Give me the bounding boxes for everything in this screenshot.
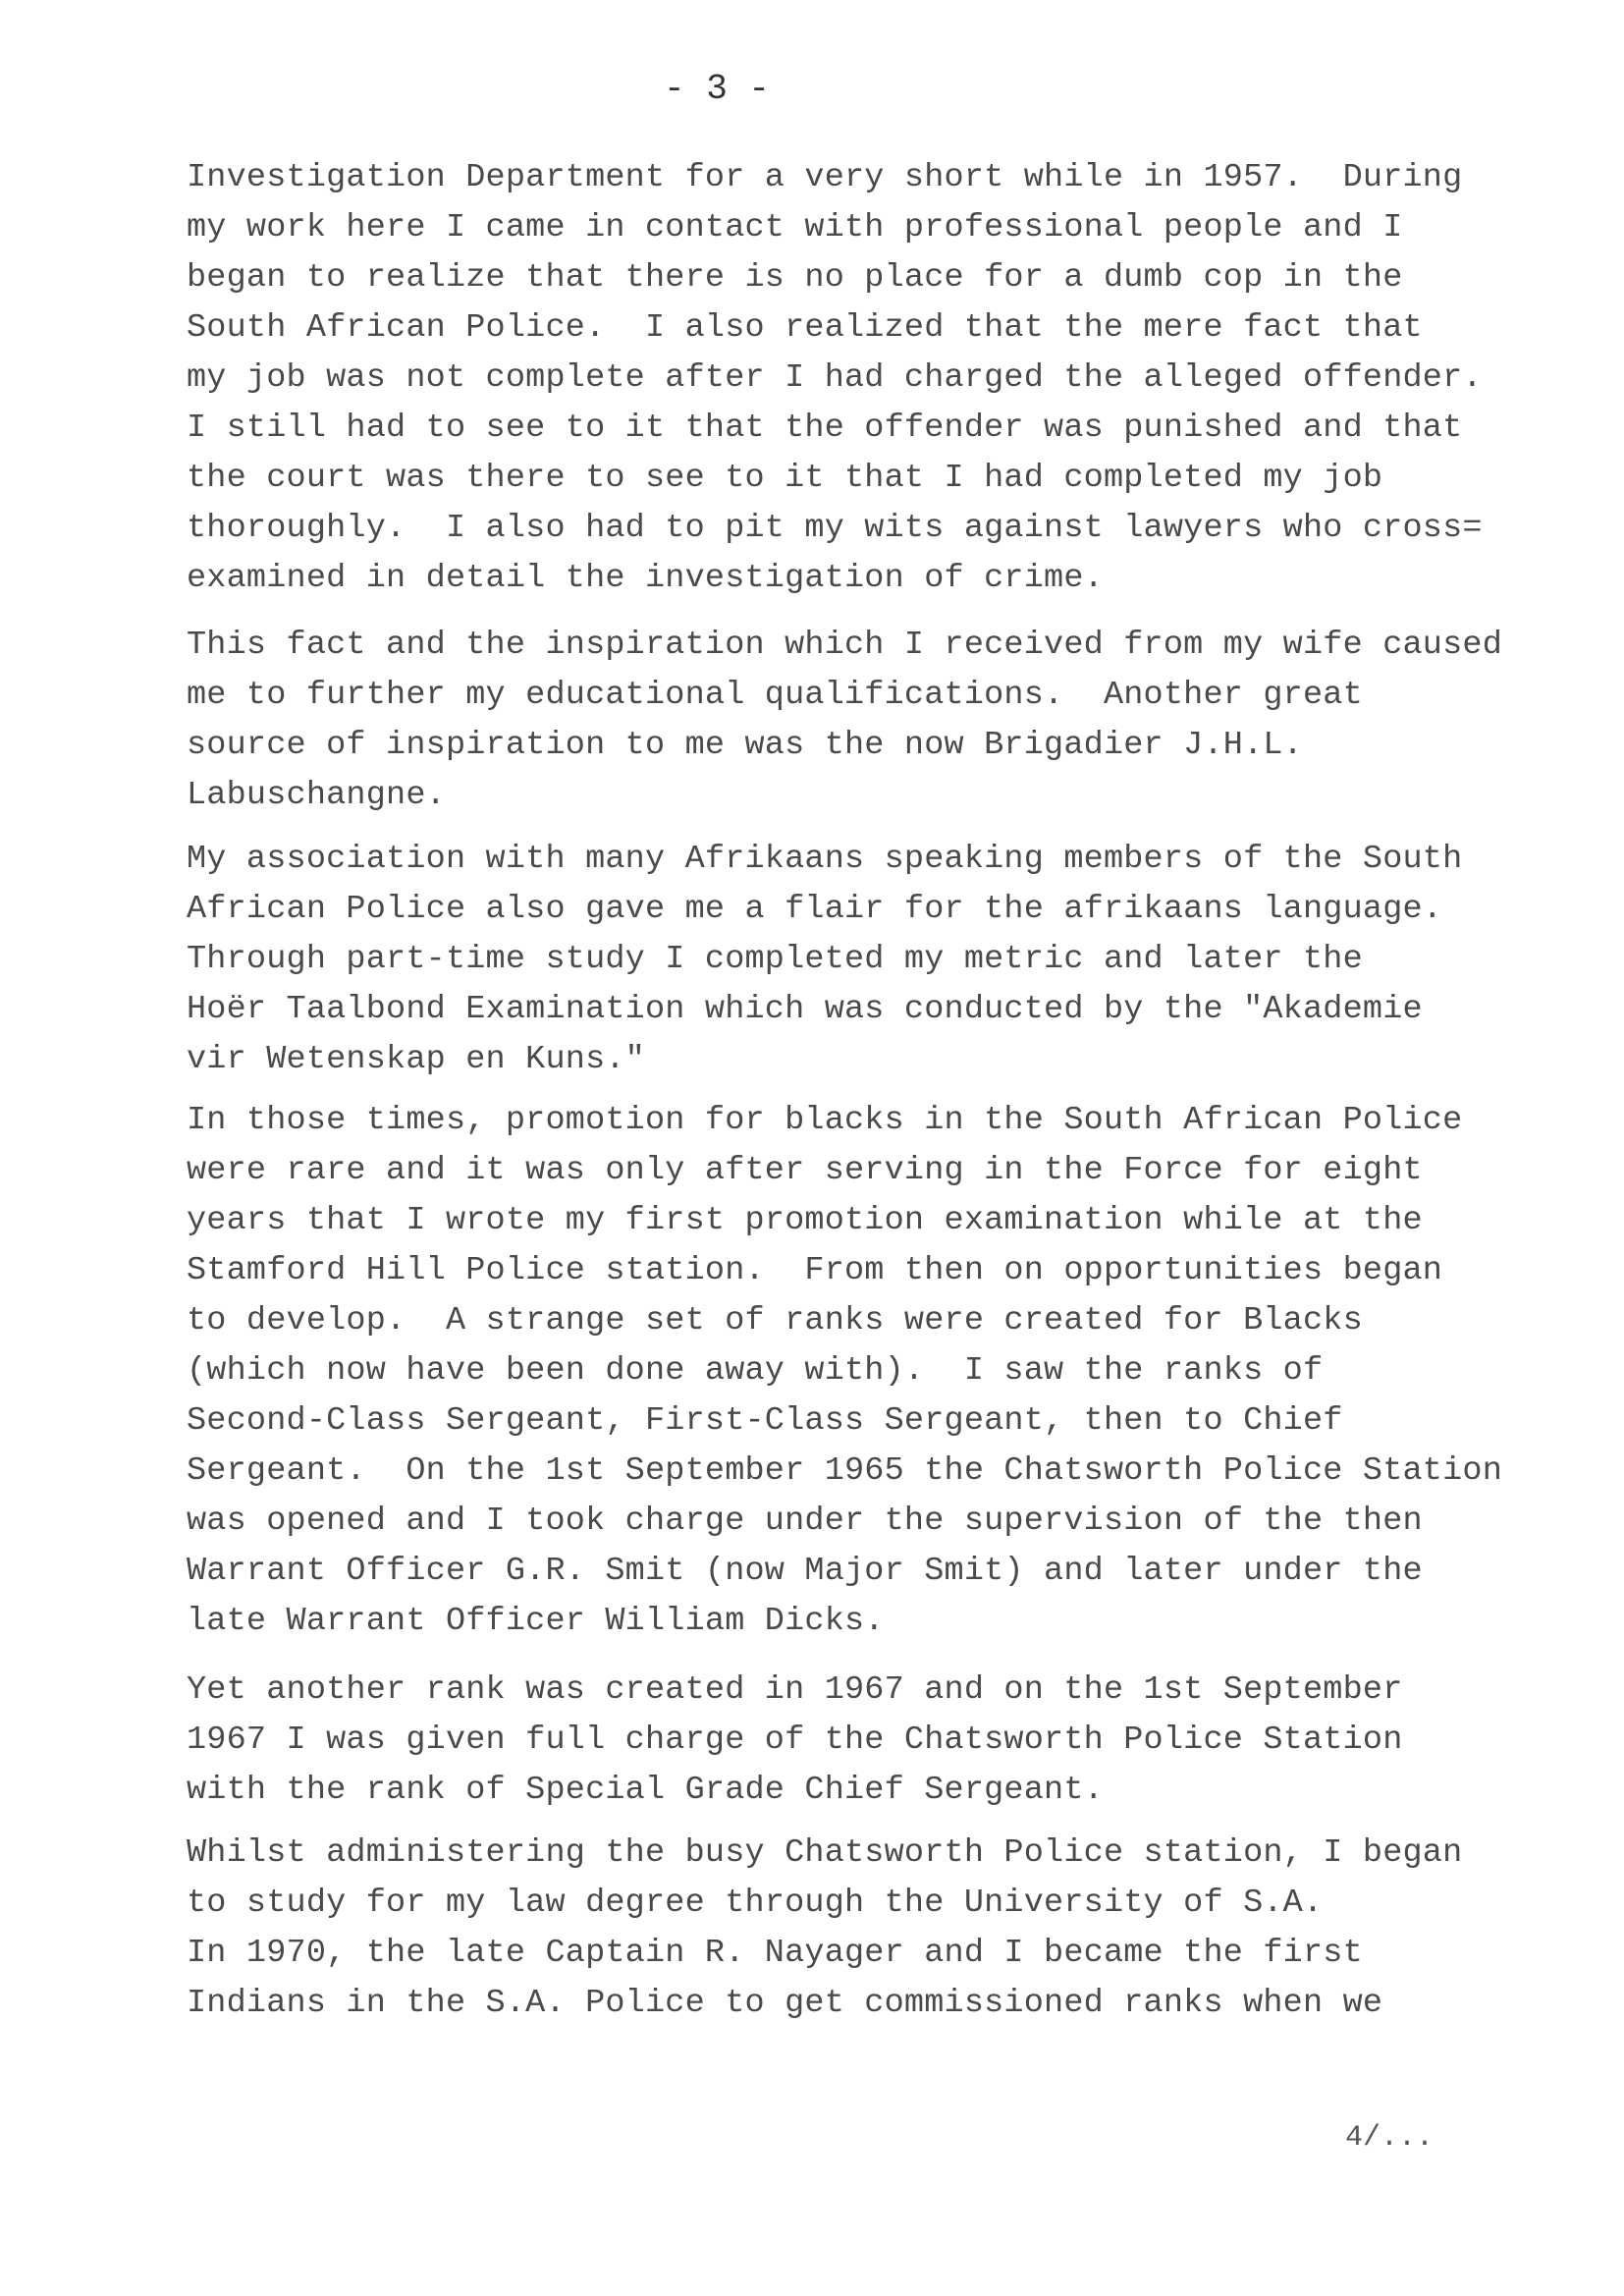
text-line: Labuschangne. [187, 777, 446, 814]
text-line: vir Wetenskap en Kuns." [187, 1041, 645, 1078]
text-line: my job was not complete after I had charged the alleged offender. [187, 359, 1483, 397]
text-line: began to realize that there is no place for a dumb cop in the [187, 259, 1403, 297]
text-line: years that I wrote my first promotion examination while at the [187, 1202, 1423, 1239]
text-line: In those times, promotion for blacks in the South African Police [187, 1102, 1463, 1139]
text-line: South African Police. I also realized that the mere fact that [187, 309, 1423, 347]
text-line: Whilst administering the busy Chatsworth Police station, I began [187, 1834, 1463, 1872]
text-line: This fact and the inspiration which I received from my wife caused [187, 627, 1503, 664]
text-line: (which now have been done away with). I saw the ranks of [187, 1352, 1324, 1390]
text-line: late Warrant Officer William Dicks. [187, 1603, 885, 1640]
text-line: African Police also gave me a flair for the afrikaans language. [187, 891, 1443, 928]
text-line: Through part-time study I completed my metric and later the [187, 941, 1363, 978]
text-line: I still had to see to it that the offender was punished and that [187, 410, 1463, 447]
text-line: In 1970, the late Captain R. Nayager and I became the first [187, 1935, 1363, 1972]
text-line: to study for my law degree through the University of S.A. [187, 1885, 1324, 1922]
page-number: - 3 - [664, 69, 771, 109]
text-line: to develop. A strange set of ranks were created for Blacks [187, 1302, 1363, 1339]
text-line: were rare and it was only after serving in the Force for eight [187, 1152, 1423, 1189]
text-line: Warrant Officer G.R. Smit (now Major Smit) and later under the [187, 1553, 1423, 1590]
text-line: examined in detail the investigation of crime. [187, 560, 1104, 597]
text-line: Investigation Department for a very short while in 1957. During [187, 159, 1463, 196]
text-line: My association with many Afrikaans speaking members of the South [187, 841, 1463, 878]
text-line: was opened and I took charge under the supervision of the then [187, 1503, 1423, 1540]
text-line: me to further my educational qualifications. Another great [187, 677, 1363, 714]
text-line: Indians in the S.A. Police to get commissioned ranks when we [187, 1985, 1383, 2022]
text-line: my work here I came in contact with professional people and I [187, 209, 1403, 246]
text-line: Second-Class Sergeant, First-Class Sergeant, then to Chief [187, 1402, 1343, 1440]
text-line: Yet another rank was created in 1967 and on the 1st September [187, 1671, 1403, 1709]
text-line: Sergeant. On the 1st September 1965 the Chatsworth Police Station [187, 1452, 1503, 1490]
text-line: thoroughly. I also had to pit my wits against lawyers who cross= [187, 510, 1483, 547]
text-line: source of inspiration to me was the now Brigadier J.H.L. [187, 727, 1303, 764]
text-line: the court was there to see to it that I had completed my job [187, 460, 1383, 497]
text-line: Hoër Taalbond Examination which was conducted by the "Akademie [187, 991, 1423, 1028]
text-line: with the rank of Special Grade Chief Sergeant. [187, 1772, 1104, 1809]
text-line: 1967 I was given full charge of the Chatsworth Police Station [187, 1722, 1403, 1759]
continuation-marker: 4/... [1345, 2121, 1435, 2155]
text-line: Stamford Hill Police station. From then on opportunities began [187, 1252, 1443, 1289]
